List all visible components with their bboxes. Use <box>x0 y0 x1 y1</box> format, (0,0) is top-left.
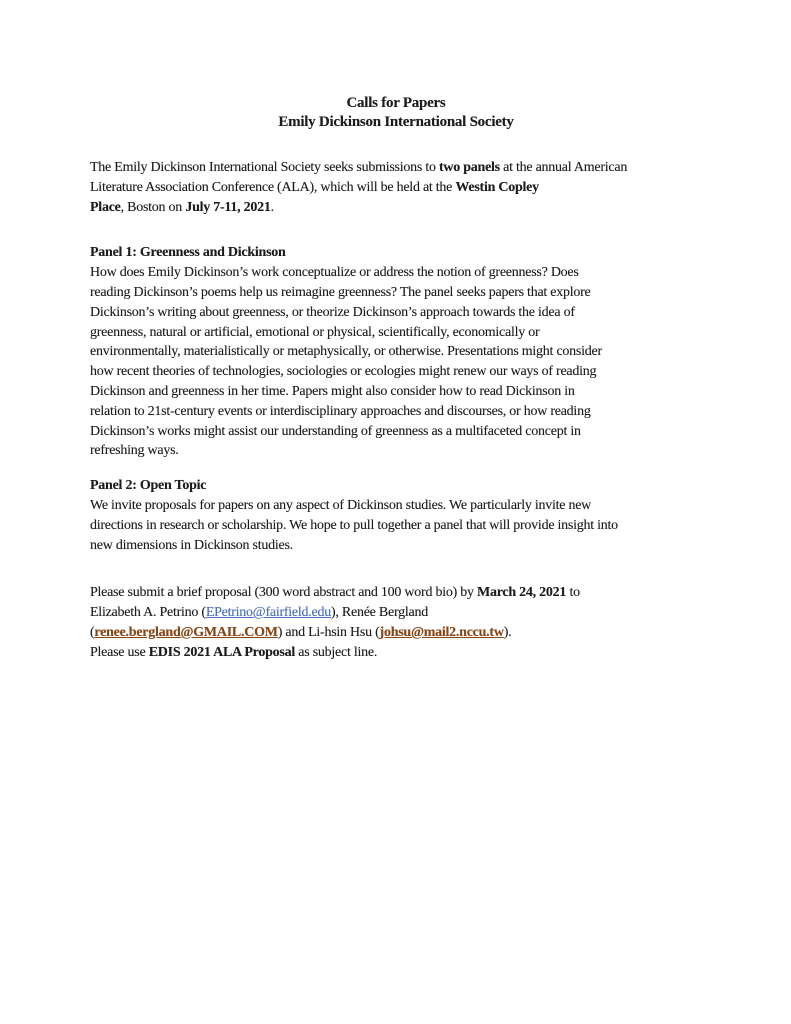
text-segment: as subject line. <box>295 644 378 660</box>
text-segment: Literature Association Conference (ALA), which will be held at the <box>90 179 456 195</box>
text-line <box>90 303 711 323</box>
text-segment: Westin Copley <box>455 179 539 195</box>
text-line <box>90 516 711 536</box>
text-segment: new dimensions in Dickinson studies. <box>90 537 293 553</box>
text-line <box>90 178 711 198</box>
text-segment: Please use <box>90 644 149 660</box>
panel2-body <box>90 496 711 555</box>
email-link-hsu[interactable]: johsu@mail2.nccu.tw <box>379 624 504 640</box>
panel1-section <box>90 243 711 461</box>
text-segment: Place <box>90 199 121 215</box>
text-segment: ( <box>90 624 95 640</box>
text-line <box>90 583 711 603</box>
text-segment: The Emily Dickinson International Society seeks submissions to <box>90 160 439 175</box>
text-segment: relation to 21st-century events or interdisciplinary approaches and discourses, or how reading <box>90 403 591 419</box>
text-line <box>90 496 711 516</box>
closing-paragraph <box>90 583 711 662</box>
text-segment: Dickinson’s writing about greenness, or theorize Dickinson’s approach towards the idea of <box>90 304 575 320</box>
text-line <box>90 323 711 343</box>
text-segment: . <box>270 199 274 215</box>
text-segment: How does Emily Dickinson’s work conceptualize or address the notion of greenness? Does <box>90 265 579 281</box>
text-segment: refreshing ways. <box>90 443 179 459</box>
text-segment: EDIS 2021 ALA Proposal <box>148 644 296 660</box>
text-segment: how recent theories of technologies, sociologies or ecologies might renew our ways of reading <box>90 364 597 380</box>
text-segment: Elizabeth A. Petrino ( <box>90 605 206 621</box>
text-segment: Dickinson’s works might assist our understanding of greenness as a multifaceted concept in <box>90 423 581 439</box>
text-line <box>90 402 711 422</box>
text-line <box>90 263 711 283</box>
page-title: Calls for Papers <box>346 95 446 111</box>
text-segment: environmentally, materialistically or metaphysically, or otherwise. Presentations might consider <box>90 344 602 360</box>
text-segment: Dickinson and greenness in her time. Papers might also consider how to read Dickinson in <box>90 383 575 399</box>
text-segment: to <box>566 585 580 601</box>
email-link-bergland[interactable]: renee.bergland@GMAIL.COM <box>94 624 278 640</box>
text-segment: March 24, 2021 <box>477 585 567 601</box>
text-line <box>90 198 711 218</box>
text-segment: , Boston on <box>120 199 186 215</box>
panel1-heading: Panel 1: Greenness and Dickinson <box>90 245 286 261</box>
page-subtitle: Emily Dickinson International Society <box>278 114 514 130</box>
text-segment: two panels <box>438 160 500 175</box>
text-line <box>90 603 711 623</box>
text-segment: We invite proposals for papers on any aspect of Dickinson studies. We particularly invite new <box>90 497 592 513</box>
text-segment: ), Renée Bergland <box>331 605 428 621</box>
text-segment: Please submit a brief proposal (300 word abstract and 100 word bio) by <box>90 585 477 601</box>
text-line <box>90 441 711 461</box>
text-line <box>90 422 711 442</box>
panel1-body <box>90 263 711 461</box>
text-line <box>90 382 711 402</box>
doc-header <box>90 94 702 132</box>
panel2-heading: Panel 2: Open Topic <box>90 478 207 494</box>
panel2-section <box>90 476 711 555</box>
text-line <box>90 643 711 663</box>
text-segment: greenness, natural or artificial, emotional or physical, scientifically, economically or <box>90 324 540 340</box>
text-line <box>90 158 711 178</box>
text-segment: at the annual American <box>499 160 628 175</box>
text-segment: reading Dickinson’s poems help us reimagine greenness? The panel seeks papers that explore <box>90 284 591 300</box>
email-link-petrino[interactable]: EPetrino@fairfield.edu <box>205 605 331 621</box>
text-segment: July 7-11, 2021 <box>185 199 271 215</box>
intro-paragraph <box>90 158 711 217</box>
text-line <box>90 342 711 362</box>
text-line <box>90 536 711 556</box>
text-line <box>90 362 711 382</box>
text-segment: directions in research or scholarship. We hope to pull together a panel that will provide insight into <box>90 517 618 533</box>
text-segment: ). <box>503 624 512 640</box>
text-segment: ) and Li-hsin Hsu ( <box>277 624 380 640</box>
text-line <box>90 623 711 643</box>
text-line <box>90 283 711 303</box>
